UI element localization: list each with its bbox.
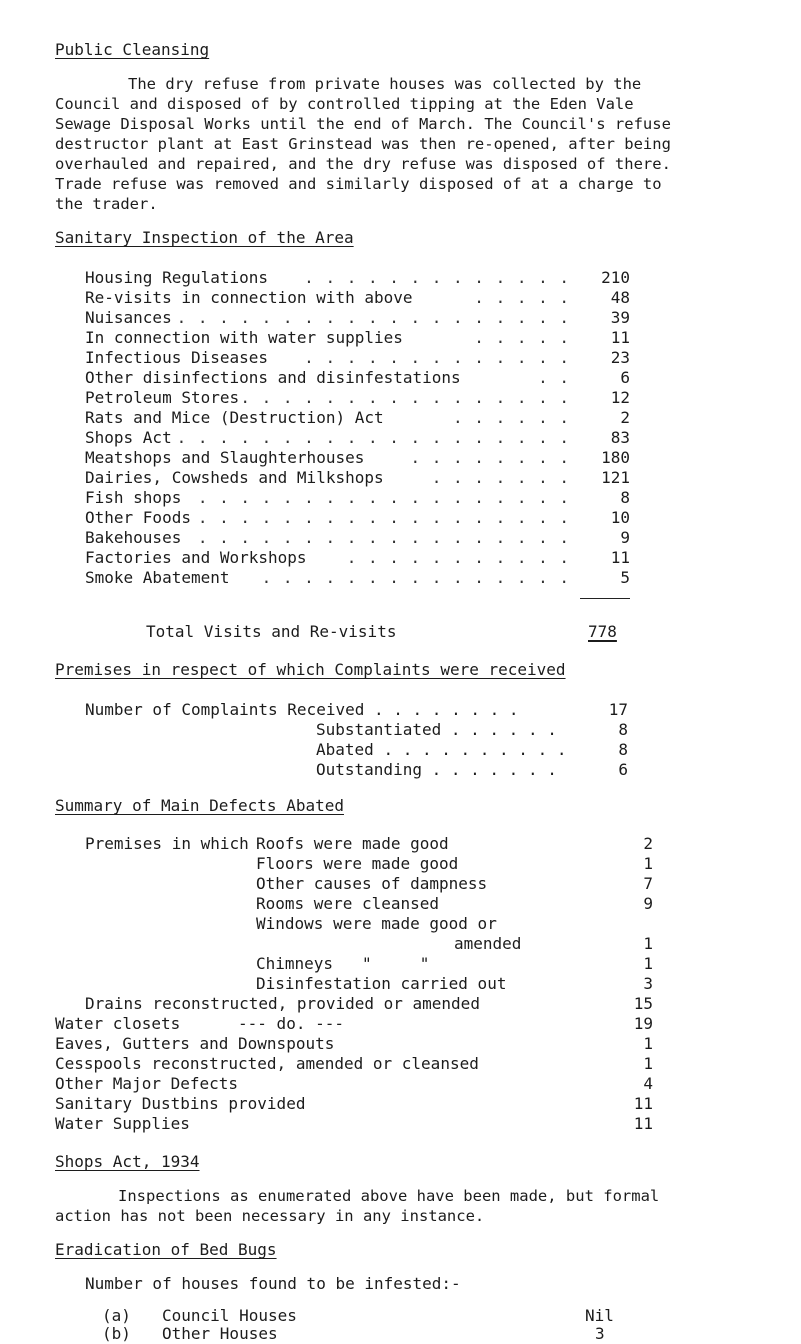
inspection-row	[85, 348, 630, 368]
total-value: 778	[588, 622, 617, 641]
leader-dots: . . . . . . .	[431, 468, 570, 487]
inspection-label: Other Foods	[85, 508, 191, 527]
bed-bugs-value: 3	[595, 1324, 605, 1343]
inspection-label: Housing Regulations	[85, 268, 269, 287]
premises-prefix: Premises in which	[85, 834, 249, 853]
inspection-row	[85, 548, 630, 568]
defect-label: Drains reconstructed, provided or amended	[85, 994, 480, 1013]
defect-row	[0, 1034, 653, 1054]
complaints-value: 17	[608, 700, 628, 719]
bed-bugs-label: Council Houses	[162, 1306, 297, 1325]
leader-dots: . . . . .	[474, 288, 570, 307]
public-cleansing-line: Council and disposed of by controlled tipping at the Eden Vale	[55, 95, 634, 113]
bed-bugs-value: Nil	[585, 1306, 614, 1325]
defect-row	[0, 1094, 653, 1114]
inspection-value: 39	[610, 308, 630, 327]
leader-dots: . . . . . .	[450, 720, 557, 739]
leader-dots: . .	[538, 368, 570, 387]
inspection-value: 9	[620, 528, 630, 547]
inspection-label: In connection with water supplies	[85, 328, 403, 347]
inspection-row	[85, 488, 630, 508]
inspection-row	[85, 368, 630, 388]
defects-heading: Summary of Main Defects Abated	[55, 796, 344, 815]
inspection-label: Bakehouses	[85, 528, 182, 547]
defect-row	[0, 1074, 653, 1094]
public-cleansing-line: the trader.	[55, 195, 158, 213]
inspection-row	[85, 448, 630, 468]
total-rule-top	[580, 598, 630, 599]
inspection-value: 23	[610, 348, 630, 367]
inspection-row	[85, 528, 630, 548]
bed-bugs-key: (a)	[102, 1306, 131, 1325]
defect-row	[0, 1014, 653, 1034]
defect-value: 11	[633, 1114, 653, 1133]
defect-value: 1	[643, 854, 653, 873]
defect-row	[0, 954, 653, 974]
leader-dots: . . . . . . . . . . .	[346, 548, 570, 567]
inspection-label: Infectious Diseases	[85, 348, 269, 367]
defect-row	[0, 1054, 653, 1074]
public-cleansing-line: The dry refuse from private houses was collected by the	[128, 75, 642, 93]
defect-label: Rooms were cleansed	[256, 894, 440, 913]
shops-act-line: Inspections as enumerated above have been made, but formal	[118, 1187, 660, 1205]
sanitary-inspection-heading: Sanitary Inspection of the Area	[55, 228, 354, 247]
inspection-value: 83	[610, 428, 630, 447]
defect-label: Windows were made good or	[256, 914, 497, 933]
bed-bugs-intro: Number of houses found to be infested:-	[85, 1274, 461, 1293]
inspection-value: 2	[620, 408, 630, 427]
defect-label: Water Supplies	[55, 1114, 190, 1133]
inspection-label: Smoke Abatement	[85, 568, 230, 587]
defect-label: Eaves, Gutters and Downspouts	[55, 1034, 335, 1053]
inspection-row	[85, 408, 630, 428]
complaints-heading: Premises in respect of which Complaints were received	[55, 660, 566, 679]
bed-bugs-key: (b)	[102, 1324, 131, 1343]
defect-label: Disinfestation carried out	[256, 974, 507, 993]
defect-value: 3	[643, 974, 653, 993]
leader-dots: . . . . . . . . . . . . . . .	[261, 568, 570, 587]
inspection-row	[85, 328, 630, 348]
defect-label: Cesspools reconstructed, amended or cleansed	[55, 1054, 479, 1073]
defect-row	[0, 974, 653, 994]
defect-label: Other causes of dampness	[256, 874, 488, 893]
leader-dots: . . . . . . . . . . . . . . . .	[240, 388, 570, 407]
complaints-label: Abated	[316, 740, 374, 759]
inspection-value: 48	[610, 288, 630, 307]
inspection-label: Meatshops and Slaughterhouses	[85, 448, 365, 467]
leader-dots: . . . . . . . . . . . . . . . . . . .	[176, 308, 570, 327]
inspection-label: Re-visits in connection with above	[85, 288, 413, 307]
inspection-value: 5	[620, 568, 630, 587]
defect-row	[0, 834, 653, 854]
leader-dots: . . . . . . . . . . . . . . . . . .	[197, 528, 570, 547]
inspection-row	[85, 428, 630, 448]
leader-dots: . . . . . . . . . .	[383, 740, 567, 759]
shops-act-heading: Shops Act, 1934	[55, 1152, 200, 1171]
defect-row	[0, 854, 653, 874]
defect-value: 11	[633, 1094, 653, 1113]
complaints-label: Number of Complaints Received	[85, 700, 365, 719]
leader-dots: . . . . . . . .	[410, 448, 570, 467]
complaints-value: 6	[618, 760, 628, 779]
leader-dots: . . . . . .	[453, 408, 570, 427]
public-cleansing-line: Sewage Disposal Works until the end of March. The Council's refuse	[55, 115, 671, 133]
inspection-label: Factories and Workshops	[85, 548, 307, 567]
defect-row	[0, 994, 653, 1014]
complaints-row	[85, 700, 628, 720]
defect-value: 15	[633, 994, 653, 1013]
inspection-label: Nuisances	[85, 308, 172, 327]
defect-value: 1	[643, 1054, 653, 1073]
inspection-label: Shops Act	[85, 428, 172, 447]
leader-dots: . . . . .	[474, 328, 570, 347]
bed-bugs-heading: Eradication of Bed Bugs	[55, 1240, 277, 1259]
inspection-value: 11	[610, 548, 630, 567]
inspection-value: 8	[620, 488, 630, 507]
complaints-row	[316, 760, 628, 780]
defect-label: Floors were made good	[256, 854, 459, 873]
inspection-value: 11	[610, 328, 630, 347]
public-cleansing-heading: Public Cleansing	[55, 40, 210, 59]
inspection-label: Rats and Mice (Destruction) Act	[85, 408, 384, 427]
defect-label: Sanitary Dustbins provided	[55, 1094, 306, 1113]
bed-bugs-label: Other Houses	[162, 1324, 278, 1343]
leader-dots: . . . . . . . . . . . . . . . . . .	[197, 488, 570, 507]
leader-dots: . . . . . . . .	[374, 700, 519, 719]
inspection-value: 10	[610, 508, 630, 527]
defect-label: Water closets --- do. ---	[55, 1014, 344, 1033]
inspection-row	[85, 468, 630, 488]
inspection-label: Petroleum Stores	[85, 388, 240, 407]
defect-label: Chimneys " "	[256, 954, 430, 973]
defect-row	[0, 934, 653, 954]
defect-label: Other Major Defects	[55, 1074, 239, 1093]
defect-value: 2	[643, 834, 653, 853]
defect-value: 9	[643, 894, 653, 913]
inspection-row	[85, 268, 630, 288]
shops-act-line: action has not been necessary in any instance.	[55, 1207, 485, 1225]
defect-label: Roofs were made good	[256, 834, 449, 853]
complaints-value: 8	[618, 740, 628, 759]
defect-value: 1	[643, 934, 653, 953]
inspection-label: Dairies, Cowsheds and Milkshops	[85, 468, 384, 487]
inspection-row	[85, 508, 630, 528]
defect-row	[0, 914, 650, 934]
defect-value: 19	[633, 1014, 653, 1033]
leader-dots: . . . . . . . . . . . . .	[304, 348, 570, 367]
inspection-label: Other disinfections and disinfestations	[85, 368, 461, 387]
inspection-value: 210	[601, 268, 630, 287]
defect-value: 1	[643, 954, 653, 973]
defect-value: 1	[643, 1034, 653, 1053]
public-cleansing-line: destructor plant at East Grinstead was then re-opened, after being	[55, 135, 671, 153]
leader-dots: . . . . . . . . . . . . .	[304, 268, 570, 287]
defect-value: 4	[643, 1074, 653, 1093]
leader-dots: . . . . . . .	[431, 760, 557, 779]
inspection-value: 6	[620, 368, 630, 387]
inspection-label: Fish shops	[85, 488, 182, 507]
inspection-row	[85, 288, 630, 308]
complaints-label: Substantiated	[316, 720, 442, 739]
defect-row	[0, 874, 653, 894]
inspection-value: 121	[601, 468, 630, 487]
complaints-value: 8	[618, 720, 628, 739]
inspection-row	[85, 568, 630, 588]
leader-dots: . . . . . . . . . . . . . . . . . .	[197, 508, 570, 527]
defect-value: 7	[643, 874, 653, 893]
defect-row	[0, 1114, 653, 1134]
defect-row	[0, 894, 653, 914]
inspection-row	[85, 388, 630, 408]
inspection-value: 12	[610, 388, 630, 407]
leader-dots: . . . . . . . . . . . . . . . . . . .	[176, 428, 570, 447]
complaints-row	[316, 720, 628, 740]
inspection-row	[85, 308, 630, 328]
complaints-row	[316, 740, 628, 760]
public-cleansing-line: Trade refuse was removed and similarly disposed of at a charge to	[55, 175, 662, 193]
defect-label: amended	[454, 934, 522, 953]
public-cleansing-line: overhauled and repaired, and the dry refuse was disposed of there.	[55, 155, 671, 173]
complaints-label: Outstanding	[316, 760, 422, 779]
inspection-value: 180	[601, 448, 630, 467]
total-label: Total Visits and Re-visits	[146, 622, 397, 641]
